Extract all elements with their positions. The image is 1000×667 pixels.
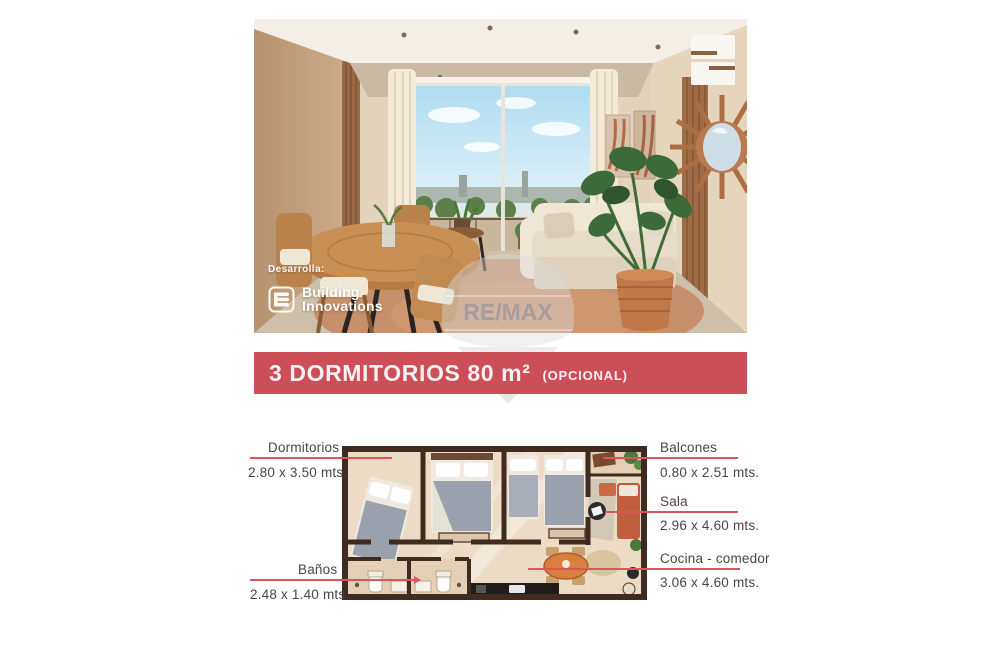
label-cocina-dim: 3.06 x 4.60 mts. [660,575,760,590]
label-banos-dim: 2.48 x 1.40 mts. [250,587,350,602]
building-innovations-icon [268,286,295,313]
project-logo [691,35,735,85]
leader-line-banos [250,579,415,581]
remax-watermark-text: RE/MAX [463,299,553,325]
label-balcones-dim: 0.80 x 2.51 mts. [660,465,760,480]
apartment-render-photo [254,19,747,333]
floor-plan-bedroom-2 [431,453,493,542]
leader-line-sala [605,511,738,513]
label-cocina-name: Cocina - comedor [660,551,770,566]
developer-name-line1: Building [302,284,360,300]
label-banos-name: Baños [298,562,338,577]
label-balcones [660,439,717,457]
label-balcones-name: Balcones [660,440,718,455]
label-banos [298,561,337,579]
developer-overlay [268,264,383,313]
label-sala-name: Sala [660,494,688,509]
leader-line-cocina [528,568,740,570]
developer-label: Desarrolla: [268,264,325,275]
project-logo-bottom-block [691,62,735,86]
leader-line-dormitorios [250,457,392,459]
label-dormitorios-name: Dormitorios [268,440,340,455]
banner-suffix: (OPCIONAL) [542,368,628,383]
title-banner [254,352,747,394]
label-cocina-comedor [660,550,770,568]
banner-title: 3 DORMITORIOS 80 m² [269,359,531,386]
label-sala-dim: 2.96 x 4.60 mts. [660,518,760,533]
project-logo-top-block [691,35,735,59]
label-dormitorios [268,439,339,457]
leader-arrow-icon [414,576,421,584]
label-sala [660,493,688,511]
developer-name [302,285,383,313]
developer-name-line2: Innovations [302,298,383,314]
label-dormitorios-dim: 2.80 x 3.50 mts. [248,465,348,480]
leader-line-balcones [603,457,738,459]
floor-plan [341,445,648,601]
